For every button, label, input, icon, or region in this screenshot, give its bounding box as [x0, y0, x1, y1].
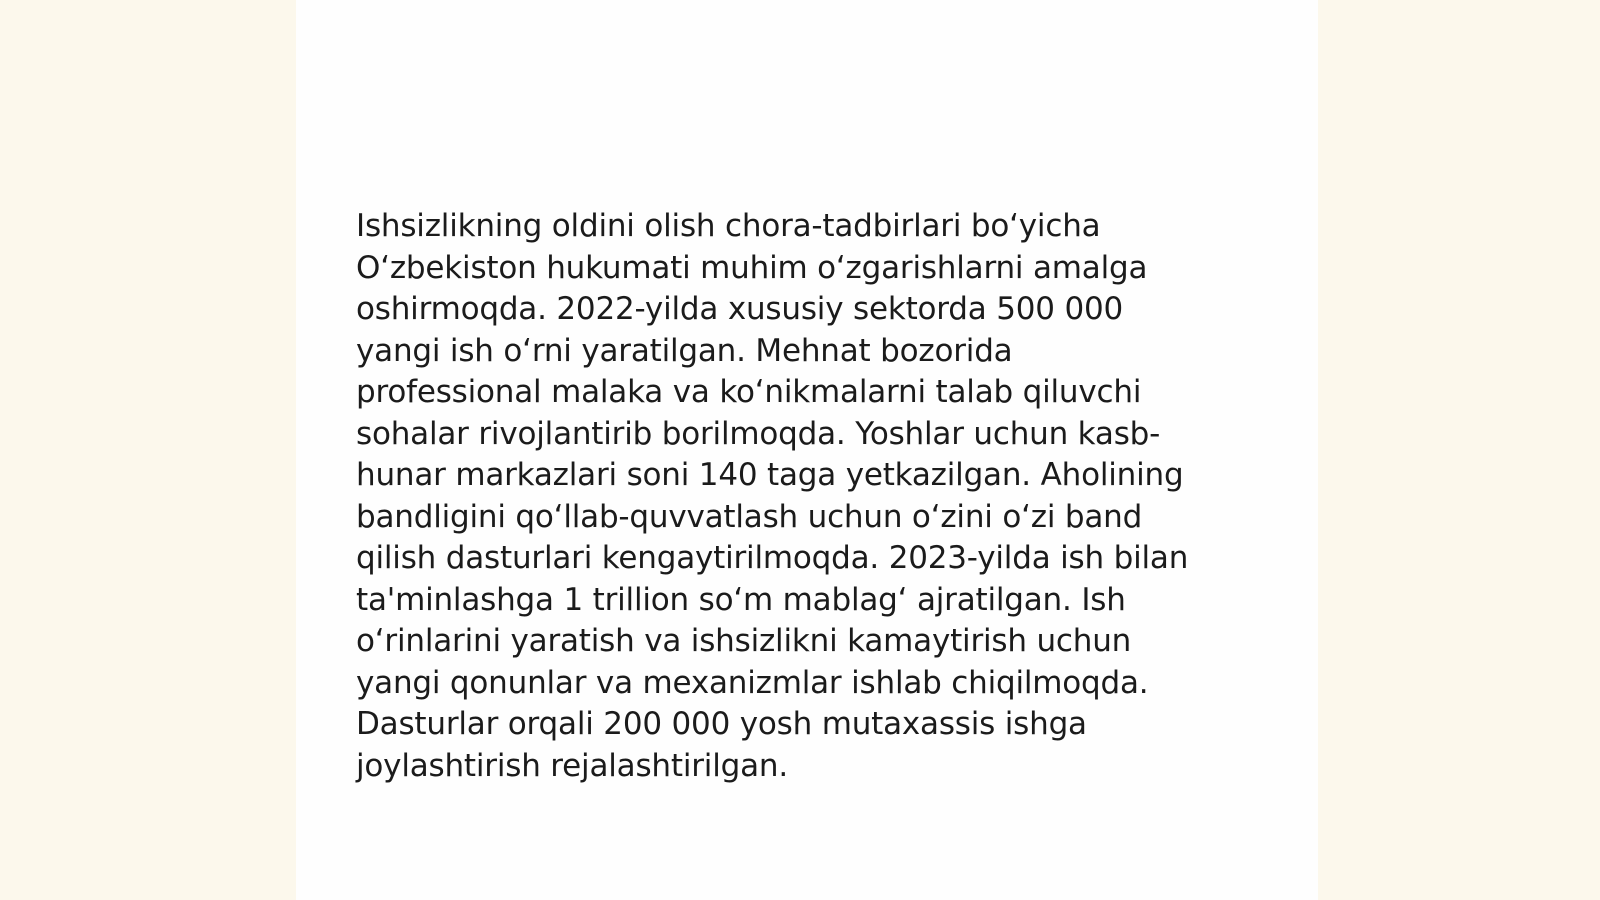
- paragraph-line: yangi qonunlar va mexanizmlar ishlab chiqilmoqda.: [356, 664, 1149, 701]
- paragraph-line: sohalar rivojlantirib borilmoqda. Yoshlar uchun kasb-: [356, 415, 1161, 452]
- paragraph-line: qilish dasturlari kengaytirilmoqda. 2023-yilda ish bilan: [356, 540, 1189, 576]
- document-page: [296, 0, 1318, 900]
- paragraph-line: professional malaka va koʻnikmalarni talab qiluvchi: [356, 374, 1142, 410]
- paragraph-line: hunar markazlari soni 140 taga yetkazilgan. Aholining: [356, 457, 1184, 493]
- paragraph-line: ta'minlashga 1 trillion soʻm mablagʻ ajratilgan. Ish: [356, 581, 1126, 618]
- paragraph-line: bandligini qoʻllab-quvvatlash uchun oʻzini oʻzi band: [356, 498, 1143, 535]
- paragraph-line: Dasturlar orqali 200 000 yosh mutaxassis ishga: [356, 706, 1087, 742]
- paragraph-line: Oʻzbekiston hukumati muhim oʻzgarishlarni amalga: [356, 249, 1148, 286]
- paragraph-line: yangi ish oʻrni yaratilgan. Mehnat bozorida: [356, 332, 1013, 369]
- paragraph-line: joylashtirish rejalashtirilgan.: [356, 747, 788, 784]
- paragraph-line: oshirmoqda. 2022-yilda xususiy sektorda 500 000: [356, 291, 1124, 327]
- paragraph-line: Ishsizlikning oldini olish chora-tadbirlari boʻyicha: [356, 208, 1101, 244]
- body-paragraph: [356, 206, 1246, 787]
- paragraph-line: oʻrinlarini yaratish va ishsizlikni kamaytirish uchun: [356, 623, 1132, 659]
